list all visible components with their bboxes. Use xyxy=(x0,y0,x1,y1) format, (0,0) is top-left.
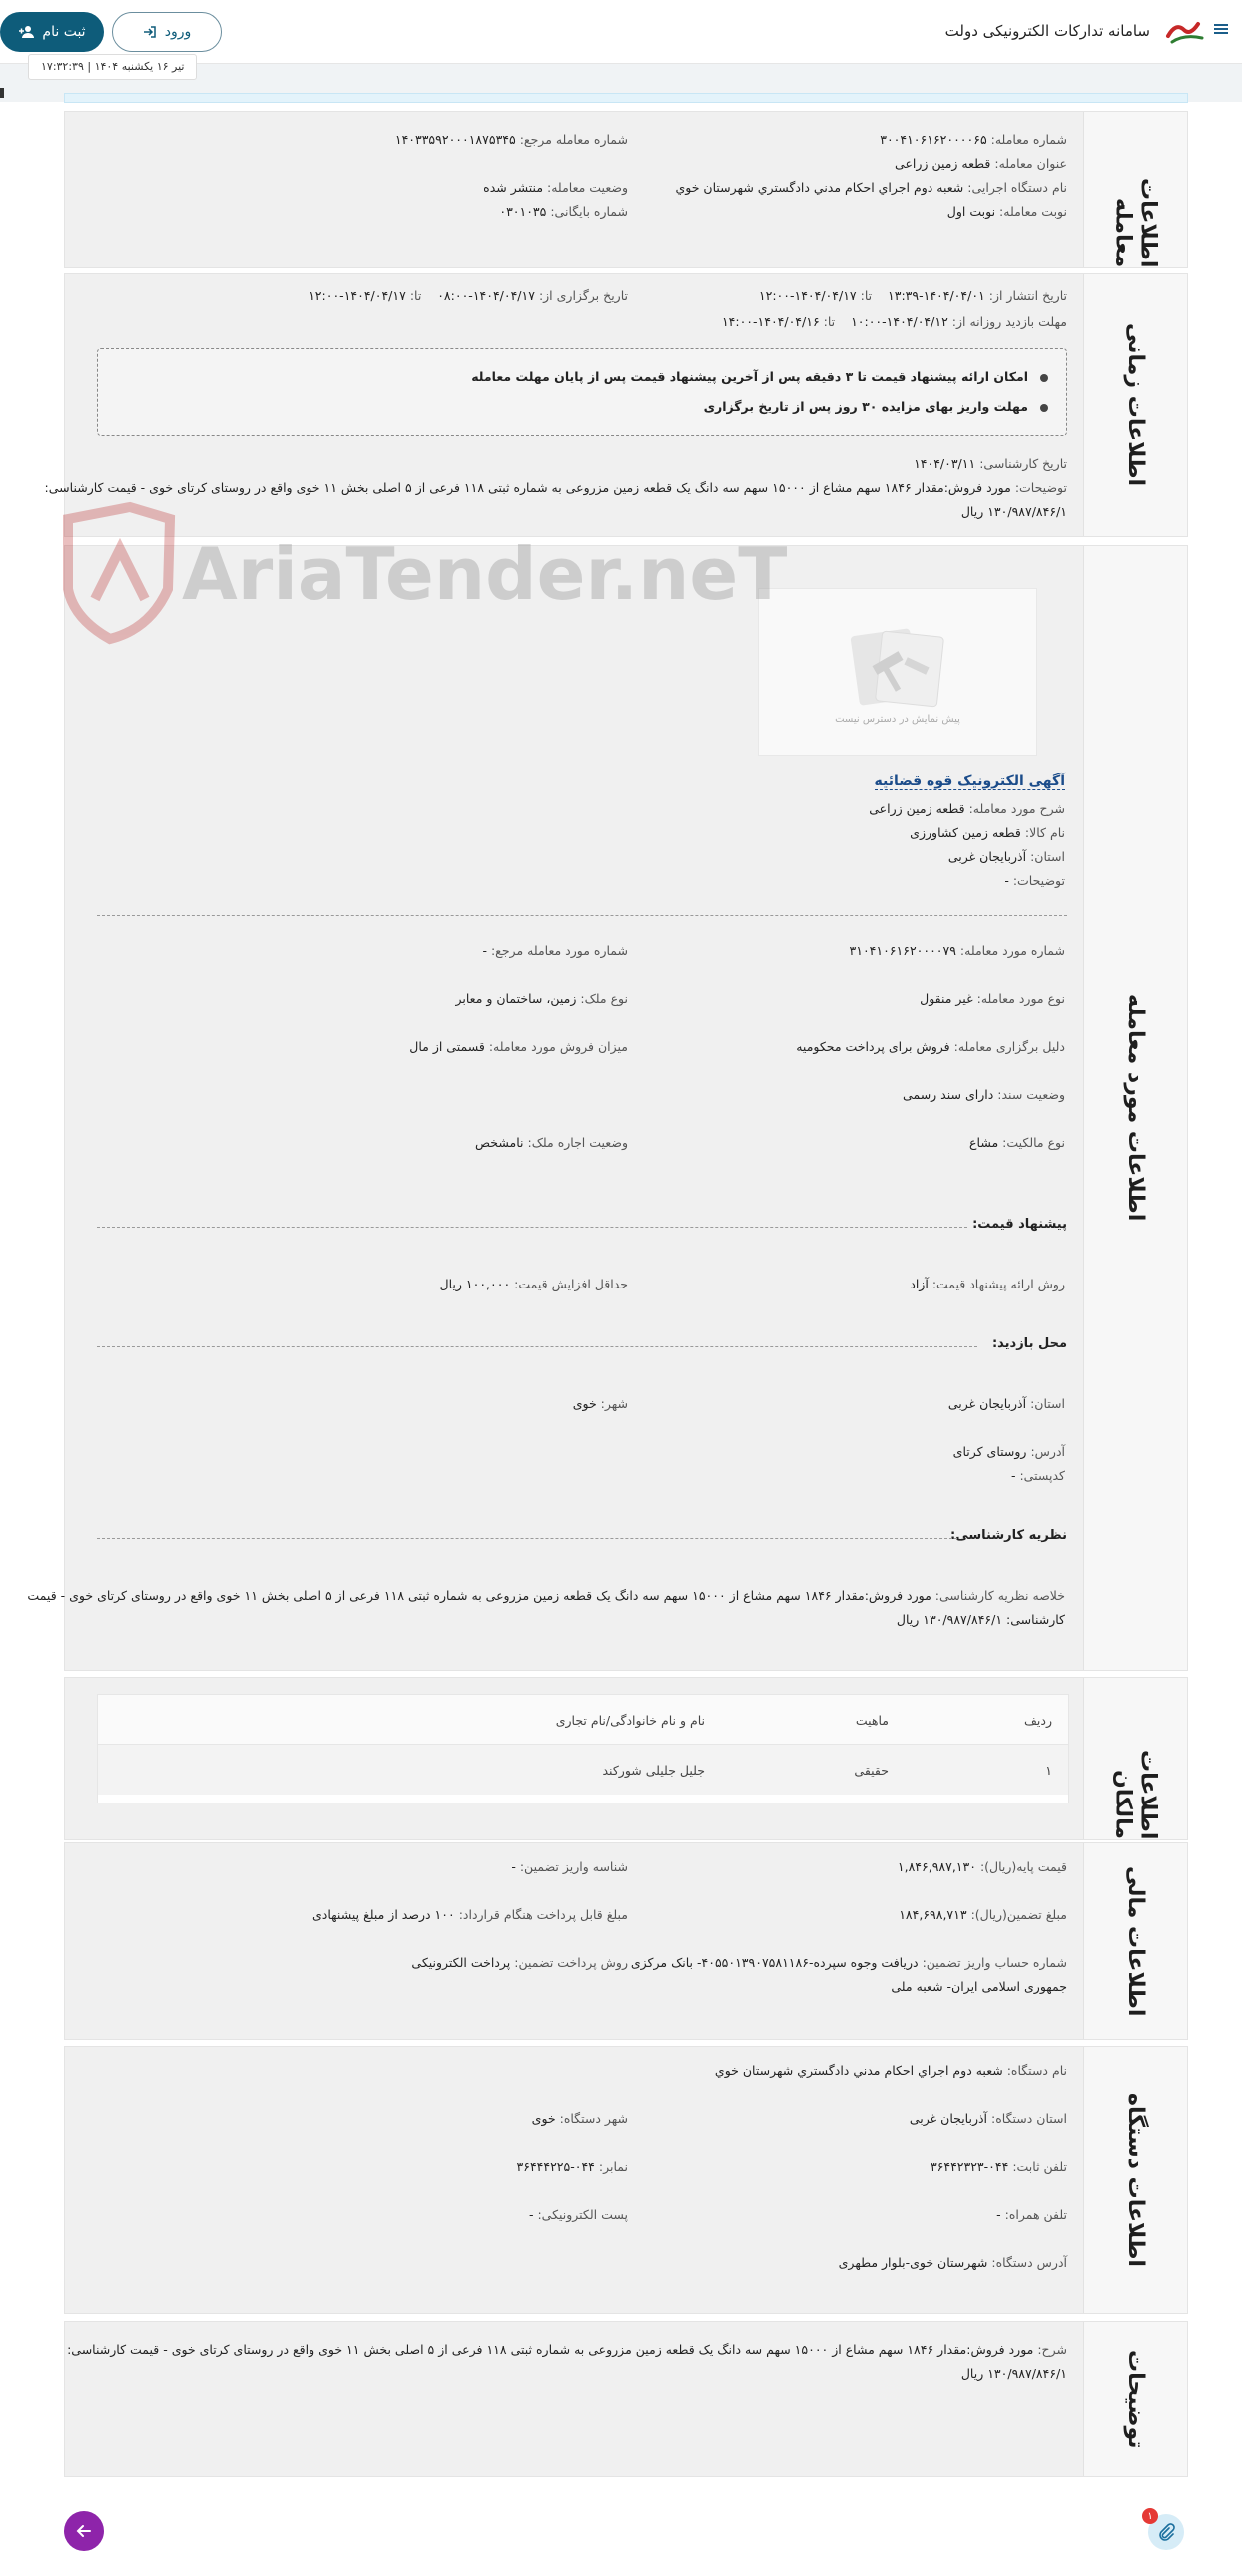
table-row xyxy=(98,1745,1068,1795)
col-row: ردیف xyxy=(1023,1713,1052,1728)
publish-date: تاریخ انتشار از: ۱۴۰۴/۰۴/۰۱-۱۳:۳۹ تا: ۱۴۰۴/۰۴/۱۷-۱۲:۰۰ xyxy=(758,288,1067,303)
org-address: آدرس دستگاه: شهرستان خوی-بلوار مطهری xyxy=(838,2255,1067,2270)
sale-amount: میزان فروش مورد معامله: قسمتی از مال xyxy=(409,1039,628,1054)
image-caption: پیش نمایش در دسترس نیست xyxy=(835,713,960,725)
item-ref-number: شماره مورد معامله مرجع: - xyxy=(482,943,628,958)
deal-number: شماره معامله: ۳۰۰۴۱۰۶۱۶۲۰۰۰۰۶۵ xyxy=(880,132,1067,147)
base-price: قیمت پایه(ریال): ۱,۸۴۶,۹۸۷,۱۳۰ xyxy=(897,1859,1067,1874)
guarantee-account: شماره حساب واریز تضمین: دریافت وجوه سپرده-۴۰۵۵۰۱۳۹۰۷۵۸۱۱۸۶- بانک مرکزی xyxy=(630,1955,1067,1970)
deal-status: وضعیت معامله: منتشر شده xyxy=(483,180,628,195)
org-phone: تلفن ثابت: ۰۴۴-۳۶۴۴۲۳۲۳ xyxy=(930,2159,1067,2174)
visit-deadline: مهلت بازدید روزانه از: ۱۴۰۴/۰۴/۱۲-۱۰:۰۰ تا: ۱۴۰۴/۰۴/۱۶-۱۴:۰۰ xyxy=(721,314,1067,329)
col-name: نام و نام خانوادگی/نام تجاری xyxy=(555,1713,705,1728)
property-type: نوع ملک: زمین، ساختمان و معابر xyxy=(455,991,628,1006)
guarantee-amount: مبلغ تضمین(ریال): ۱۸۴,۶۹۸,۷۱۳ xyxy=(899,1907,1067,1922)
notice-box xyxy=(97,348,1067,436)
ownership-type: نوع مالکیت: مشاع xyxy=(969,1135,1065,1150)
deal-ref-number: شماره معامله مرجع: ۱۴۰۳۳۵۹۲۰۰۰۱۸۷۵۳۴۵ xyxy=(394,132,628,147)
section-org-info xyxy=(64,2046,1188,2314)
province: استان: آذربایجان غربی xyxy=(947,849,1065,864)
item-description: شرح مورد معامله: قطعه زمین زراعی xyxy=(869,801,1065,816)
archive-number: شماره بایگانی: ۰۳۰۱۰۳۵ xyxy=(499,204,628,219)
guarantee-id: شناسه واریز تضمین: - xyxy=(511,1859,628,1874)
section-financial-info xyxy=(64,1842,1188,2040)
org-email: پست الکترونیکی: - xyxy=(528,2207,628,2222)
deal-title: عنوان معامله: قطعه زمین زراعی xyxy=(895,156,1067,171)
tab-financial-info: اطلاعات مالی xyxy=(1083,1843,1187,2039)
section-owners-info xyxy=(64,1677,1188,1840)
judiciary-ad-link[interactable]: آگهی الکترونیک قوه قضائیه xyxy=(874,773,1065,789)
login-icon xyxy=(143,25,157,39)
min-increase: حداقل افزایش قیمت: ۱۰۰,۰۰۰ ریال xyxy=(439,1277,628,1291)
add-user-icon xyxy=(18,25,34,39)
site-title: سامانه تدارکات الکترونیکی دولت xyxy=(944,22,1150,40)
tab-time-info: اطلاعات زمانی xyxy=(1083,274,1187,536)
guarantee-method: روش پرداخت تضمین: پرداخت الکترونیکی xyxy=(411,1955,628,1970)
visit-address: آدرس: روستای کرتای xyxy=(952,1444,1065,1459)
divider xyxy=(97,1538,957,1539)
col-nature: ماهیت xyxy=(855,1713,889,1728)
owners-table xyxy=(97,1694,1069,1803)
menu-icon[interactable] xyxy=(1214,22,1228,36)
org-mobile: تلفن همراه: - xyxy=(996,2207,1067,2222)
offer-method: روش ارائه پیشنهاد قیمت: آزاد xyxy=(910,1277,1065,1291)
time-description: توضیحات: مورد فروش:مقدار ۱۸۴۶ سهم مشاع از ۱۵۰۰۰ سهم سه دانگ یک قطعه زمین مزروعی به شماره ثبتی ۱۱۸ فرعی از ۵ اصلی بخش ۱۱ خوی واقع در روستای کرتای خوی - قیمت کارشناسی: xyxy=(44,480,1067,495)
ariatender-watermark xyxy=(50,499,788,649)
offer-heading: پیشنهاد قیمت: xyxy=(972,1217,1067,1232)
cell-nature: حقیقی xyxy=(854,1763,889,1778)
item-image-placeholder[interactable] xyxy=(758,588,1037,756)
tab-item-info: اطلاعات مورد معامله xyxy=(1083,546,1187,1670)
goods-name: نام کالا: قطعه زمین کشاورزی xyxy=(910,825,1065,840)
cell-row: ۱ xyxy=(1045,1763,1052,1778)
notice-item: امکان ارائه پیشنهاد قیمت تا ۳ دقیقه پس از آخرین پیشنهاد قیمت پس از پایان مهلت معامله xyxy=(471,369,1048,384)
contract-payment: مبلغ قابل پرداخت هنگام قرارداد: ۱۰۰ درصد از مبلغ پیشنهادی xyxy=(312,1907,628,1922)
expert-summary: خلاصه نظریه کارشناسی: مورد فروش:مقدار ۱۸۴۶ سهم مشاع از ۱۵۰۰۰ سهم سه دانگ یک قطعه زمین مزروعی به شماره ثبتی ۱۱۸ فرعی از ۵ اصلی بخش ۱۱ خوی واقع در روستای کرتای خوی - قیمت xyxy=(27,1588,1065,1603)
divider xyxy=(97,915,1067,916)
divider xyxy=(97,1227,967,1228)
expert-summary-cont: کارشناسی: ۱۳۰/۹۸۷/۸۴۶/۱ ریال xyxy=(896,1612,1065,1627)
section-time-info xyxy=(44,273,1188,537)
expert-opinion-heading: نظریه کارشناسی: xyxy=(950,1528,1067,1543)
visit-postcode: کدپستی: - xyxy=(1010,1468,1065,1483)
tab-description: توضیحات xyxy=(1083,2322,1187,2476)
login-button[interactable] xyxy=(112,12,222,52)
register-label: ثبت نام xyxy=(42,24,86,40)
time-description-cont: ۱۳۰/۹۸۷/۸۴۶/۱ ریال xyxy=(960,504,1067,519)
org-province: استان دستگاه: آذربایجان غربی xyxy=(909,2111,1067,2126)
back-button[interactable] xyxy=(64,2511,104,2551)
guarantee-account-cont: جمهوری اسلامی ایران- شعبه ملی xyxy=(891,1979,1067,1994)
document-status: وضعیت سند: دارای سند رسمی xyxy=(903,1087,1065,1102)
tab-deal-info: اطلاعات معامله xyxy=(1083,112,1187,267)
login-label: ورود xyxy=(164,24,192,40)
watermark-text: AriaTender.neT xyxy=(182,532,788,616)
tab-org-info: اطلاعات دستگاه xyxy=(1083,2047,1187,2313)
gavel-icon xyxy=(843,620,952,710)
description-text: شرح: مورد فروش:مقدار ۱۸۴۶ سهم مشاع از ۱۵۰۰۰ سهم سه دانگ یک قطعه زمین مزروعی به شماره ثبتی ۱۱۸ فرعی از ۵ اصلی بخش ۱۱ خوی واقع در روستای کرتای خوی - قیمت کارشناسی: xyxy=(67,2342,1067,2357)
arrow-left-icon xyxy=(75,2522,93,2540)
cell-name: جلیل جلیلی شورکند xyxy=(602,1763,705,1778)
register-button[interactable] xyxy=(0,12,104,52)
holding-date: تاریخ برگزاری از: ۱۴۰۴/۰۴/۱۷-۰۸:۰۰ تا: ۱۴۰۴/۰۴/۱۷-۱۲:۰۰ xyxy=(309,288,628,303)
org-fax: نمابر: ۰۴۴-۳۶۴۴۴۲۲۵ xyxy=(516,2159,628,2174)
section-item-info xyxy=(27,545,1188,1671)
table-header xyxy=(98,1695,1068,1745)
side-handle-icon[interactable] xyxy=(0,88,4,98)
holding-reason: دلیل برگزاری معامله: فروش برای پرداخت محکومیه xyxy=(796,1039,1065,1054)
notice-item: مهلت واریز بهای مزایده ۳۰ روز پس از تاریخ برگزاری xyxy=(704,399,1048,414)
item-notes: توضیحات: - xyxy=(1004,873,1065,888)
attachments-count-badge: ۱ xyxy=(1142,2508,1158,2524)
date-time-display: تیر ۱۶ یکشنبه ۱۴۰۴ | ۱۷:۳۲:۳۹ xyxy=(28,54,197,80)
visit-location-heading: محل بازدید: xyxy=(991,1336,1067,1351)
section-description xyxy=(64,2321,1188,2477)
paperclip-icon xyxy=(1157,2523,1175,2541)
section-deal-info xyxy=(64,111,1188,268)
deal-turn: نوبت معامله: نوبت اول xyxy=(946,204,1067,219)
tab-owners-info: اطلاعات مالکان xyxy=(1083,1678,1187,1839)
executing-org: نام دستگاه اجرایی: شعبه دوم اجراي احكام مدني دادگستري شهرستان خوي xyxy=(675,180,1067,195)
org-name: نام دستگاه: شعبه دوم اجراي احكام مدني دادگستري شهرستان خوي xyxy=(714,2063,1067,2078)
visit-city: شهر: خوی xyxy=(572,1396,628,1411)
sadad-logo[interactable] xyxy=(1164,16,1206,46)
item-type: نوع مورد معامله: غیر منقول xyxy=(920,991,1065,1006)
expert-date: تاریخ کارشناسی: ۱۴۰۴/۰۳/۱۱ xyxy=(914,456,1067,471)
lease-status: وضعیت اجاره ملک: نامشخص xyxy=(474,1135,628,1150)
top-info-strip xyxy=(64,93,1188,103)
description-text-cont: ۱۳۰/۹۸۷/۸۴۶/۱ ریال xyxy=(960,2366,1067,2381)
org-city: شهر دستگاه: خوی xyxy=(531,2111,628,2126)
divider xyxy=(97,1346,977,1347)
visit-province: استان: آذربایجان غربی xyxy=(947,1396,1065,1411)
item-number: شماره مورد معامله: ۳۱۰۴۱۰۶۱۶۲۰۰۰۰۷۹ xyxy=(849,943,1065,958)
